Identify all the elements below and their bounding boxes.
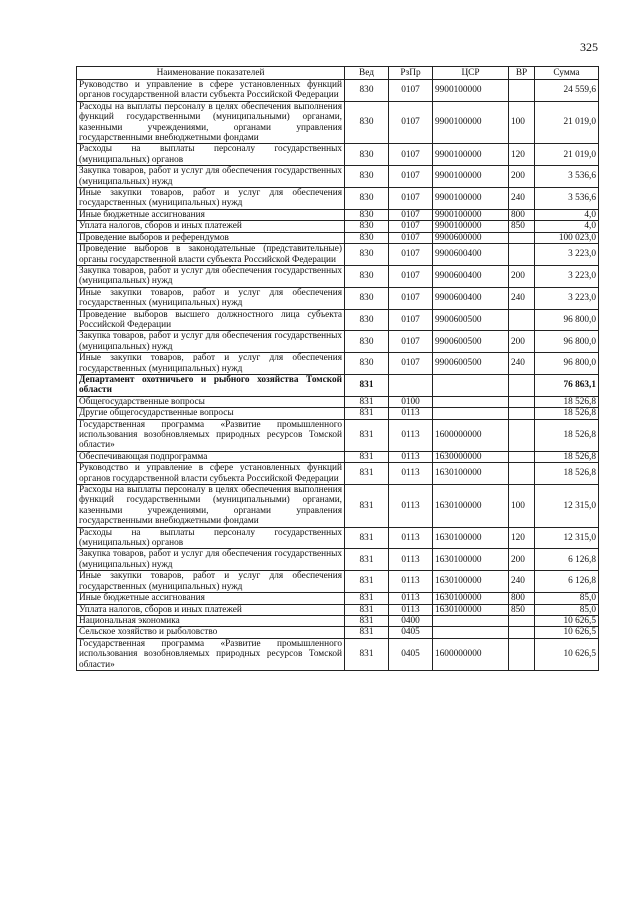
cell-ved: 830 (345, 331, 389, 353)
cell-rzpr: 0113 (389, 527, 433, 549)
cell-name: Уплата налогов, сборов и иных платежей (77, 604, 345, 615)
cell-name: Расходы на выплаты персоналу государственных (муниципальных) органов (77, 144, 345, 166)
header-rzpr: РзПр (389, 67, 433, 80)
cell-name: Расходы на выплаты персоналу в целях обеспечения выполнения функций государственными (муниципальными) органами, казенными учреждениями, органами управления государственными внебюджетными фондами (77, 101, 345, 144)
cell-rzpr: 0107 (389, 166, 433, 188)
cell-sum: 6 126,8 (535, 549, 599, 571)
cell-csr: 9900100000 (433, 188, 509, 210)
cell-rzpr: 0113 (389, 549, 433, 571)
cell-rzpr: 0107 (389, 144, 433, 166)
cell-ved: 831 (345, 615, 389, 626)
cell-ved: 830 (345, 265, 389, 287)
cell-csr: 1600000000 (433, 419, 509, 451)
cell-sum: 10 626,5 (535, 615, 599, 626)
cell-name: Департамент охотничьего и рыбного хозяйства Томской области (77, 374, 345, 396)
cell-vr: 200 (509, 331, 535, 353)
cell-sum: 10 626,5 (535, 638, 599, 670)
cell-rzpr: 0107 (389, 309, 433, 331)
cell-name: Иные закупки товаров, работ и услуг для обеспечения государственных (муниципальных) нужд (77, 353, 345, 375)
cell-sum: 85,0 (535, 593, 599, 604)
table-row (77, 221, 599, 232)
cell-sum: 3 223,0 (535, 287, 599, 309)
table-row (77, 485, 599, 528)
table-row (77, 166, 599, 188)
header-sum: Сумма (535, 67, 599, 80)
cell-rzpr: 0107 (389, 244, 433, 266)
cell-name: Закупка товаров, работ и услуг для обеспечения государственных (муниципальных) нужд (77, 166, 345, 188)
cell-rzpr: 0405 (389, 638, 433, 670)
cell-name: Обеспечивающая подпрограмма (77, 451, 345, 462)
cell-ved: 830 (345, 287, 389, 309)
cell-sum: 24 559,6 (535, 80, 599, 102)
cell-csr: 1630100000 (433, 527, 509, 549)
cell-name: Уплата налогов, сборов и иных платежей (77, 221, 345, 232)
cell-sum: 18 526,8 (535, 451, 599, 462)
budget-table (76, 66, 599, 671)
cell-vr: 100 (509, 101, 535, 144)
header-ved: Вед (345, 67, 389, 80)
cell-name: Проведение выборов в законодательные (представительные) органы государственной власти субъекта Российской Федерации (77, 244, 345, 266)
cell-vr (509, 232, 535, 243)
cell-rzpr: 0107 (389, 209, 433, 220)
table-row (77, 615, 599, 626)
table-row (77, 353, 599, 375)
cell-sum: 12 315,0 (535, 485, 599, 528)
cell-sum: 96 800,0 (535, 331, 599, 353)
table-row (77, 232, 599, 243)
table-row (77, 549, 599, 571)
cell-ved: 831 (345, 571, 389, 593)
cell-vr (509, 309, 535, 331)
cell-rzpr: 0107 (389, 287, 433, 309)
cell-ved: 831 (345, 527, 389, 549)
cell-ved: 830 (345, 244, 389, 266)
cell-vr: 850 (509, 221, 535, 232)
cell-name: Общегосударственные вопросы (77, 396, 345, 407)
cell-rzpr: 0107 (389, 331, 433, 353)
cell-rzpr: 0100 (389, 396, 433, 407)
cell-rzpr: 0107 (389, 188, 433, 210)
cell-vr: 850 (509, 604, 535, 615)
table-row (77, 244, 599, 266)
cell-csr (433, 408, 509, 419)
table-row (77, 451, 599, 462)
cell-vr: 120 (509, 144, 535, 166)
cell-rzpr: 0107 (389, 353, 433, 375)
cell-vr: 240 (509, 353, 535, 375)
cell-csr: 9900100000 (433, 80, 509, 102)
cell-rzpr: 0107 (389, 80, 433, 102)
table-row (77, 571, 599, 593)
cell-ved: 831 (345, 396, 389, 407)
cell-ved: 831 (345, 627, 389, 638)
cell-vr (509, 627, 535, 638)
cell-ved: 830 (345, 209, 389, 220)
cell-sum: 12 315,0 (535, 527, 599, 549)
cell-name: Расходы на выплаты персоналу государственных (муниципальных) органов (77, 527, 345, 549)
cell-csr (433, 627, 509, 638)
table-row (77, 287, 599, 309)
cell-csr: 1630100000 (433, 604, 509, 615)
cell-sum: 96 800,0 (535, 353, 599, 375)
cell-sum: 76 863,1 (535, 374, 599, 396)
header-vr: ВР (509, 67, 535, 80)
table-row (77, 188, 599, 210)
cell-vr (509, 80, 535, 102)
cell-ved: 831 (345, 463, 389, 485)
cell-name: Закупка товаров, работ и услуг для обеспечения государственных (муниципальных) нужд (77, 549, 345, 571)
page-number: 325 (580, 40, 598, 54)
cell-csr: 9900100000 (433, 221, 509, 232)
cell-ved: 831 (345, 593, 389, 604)
cell-ved: 831 (345, 451, 389, 462)
cell-name: Иные закупки товаров, работ и услуг для обеспечения государственных (муниципальных) нужд (77, 188, 345, 210)
header-name: Наименование показателей (77, 67, 345, 80)
cell-vr: 120 (509, 527, 535, 549)
cell-vr: 100 (509, 485, 535, 528)
cell-ved: 830 (345, 101, 389, 144)
cell-vr: 800 (509, 209, 535, 220)
cell-vr (509, 374, 535, 396)
table-row (77, 101, 599, 144)
cell-name: Иные бюджетные ассигнования (77, 209, 345, 220)
cell-vr: 200 (509, 549, 535, 571)
cell-rzpr: 0113 (389, 463, 433, 485)
cell-sum: 4,0 (535, 221, 599, 232)
cell-csr: 1630100000 (433, 593, 509, 604)
cell-sum: 85,0 (535, 604, 599, 615)
table-row (77, 593, 599, 604)
cell-rzpr (389, 374, 433, 396)
cell-sum: 96 800,0 (535, 309, 599, 331)
cell-vr (509, 396, 535, 407)
cell-name: Руководство и управление в сфере установленных функций органов государственной власти субъекта Российской Федерации (77, 80, 345, 102)
cell-rzpr: 0107 (389, 232, 433, 243)
cell-sum: 4,0 (535, 209, 599, 220)
cell-csr: 9900100000 (433, 144, 509, 166)
cell-csr: 9900600000 (433, 232, 509, 243)
cell-rzpr: 0107 (389, 221, 433, 232)
cell-csr: 9900600500 (433, 309, 509, 331)
cell-vr: 240 (509, 571, 535, 593)
cell-sum: 3 223,0 (535, 244, 599, 266)
cell-ved: 830 (345, 221, 389, 232)
cell-name: Иные закупки товаров, работ и услуг для обеспечения государственных (муниципальных) нужд (77, 571, 345, 593)
cell-csr (433, 374, 509, 396)
table-row (77, 638, 599, 670)
cell-sum: 3 536,6 (535, 166, 599, 188)
cell-sum: 3 223,0 (535, 265, 599, 287)
cell-sum: 6 126,8 (535, 571, 599, 593)
table-row (77, 627, 599, 638)
table-row (77, 463, 599, 485)
cell-rzpr: 0400 (389, 615, 433, 626)
cell-sum: 100 023,0 (535, 232, 599, 243)
cell-csr: 9900600500 (433, 331, 509, 353)
table-row (77, 331, 599, 353)
cell-csr: 9900600400 (433, 244, 509, 266)
cell-rzpr: 0113 (389, 571, 433, 593)
cell-vr (509, 244, 535, 266)
cell-vr: 240 (509, 188, 535, 210)
table-row (77, 396, 599, 407)
cell-sum: 21 019,0 (535, 144, 599, 166)
cell-name: Проведение выборов высшего должностного лица субъекта Российской Федерации (77, 309, 345, 331)
cell-name: Закупка товаров, работ и услуг для обеспечения государственных (муниципальных) нужд (77, 331, 345, 353)
table-header-row (77, 67, 599, 80)
cell-rzpr: 0113 (389, 419, 433, 451)
cell-csr: 9900100000 (433, 101, 509, 144)
cell-csr: 9900600500 (433, 353, 509, 375)
cell-csr: 1630100000 (433, 571, 509, 593)
table-row (77, 374, 599, 396)
cell-vr (509, 638, 535, 670)
table-row (77, 604, 599, 615)
cell-csr: 9900100000 (433, 209, 509, 220)
cell-name: Другие общегосударственные вопросы (77, 408, 345, 419)
cell-csr: 1600000000 (433, 638, 509, 670)
cell-name: Расходы на выплаты персоналу в целях обеспечения выполнения функций государственными (муниципальными) органами, казенными учреждениями, органами управления государственными внебюджетными фондами (77, 485, 345, 528)
cell-vr: 240 (509, 287, 535, 309)
cell-csr: 1630100000 (433, 485, 509, 528)
cell-name: Государственная программа «Развитие промышленного использования возобновляемых природных ресурсов Томской области» (77, 638, 345, 670)
table-body (77, 80, 599, 671)
cell-rzpr: 0113 (389, 408, 433, 419)
cell-csr: 1630000000 (433, 451, 509, 462)
cell-ved: 831 (345, 604, 389, 615)
cell-csr (433, 396, 509, 407)
cell-sum: 3 536,6 (535, 188, 599, 210)
cell-ved: 830 (345, 188, 389, 210)
table-row (77, 209, 599, 220)
cell-csr: 1630100000 (433, 549, 509, 571)
table-row (77, 527, 599, 549)
table-row (77, 408, 599, 419)
cell-csr: 9900100000 (433, 166, 509, 188)
cell-sum: 18 526,8 (535, 408, 599, 419)
cell-ved: 830 (345, 309, 389, 331)
cell-name: Национальная экономика (77, 615, 345, 626)
cell-name: Закупка товаров, работ и услуг для обеспечения государственных (муниципальных) нужд (77, 265, 345, 287)
cell-ved: 830 (345, 80, 389, 102)
cell-ved: 830 (345, 232, 389, 243)
header-csr: ЦСР (433, 67, 509, 80)
cell-ved: 831 (345, 549, 389, 571)
cell-name: Проведение выборов и референдумов (77, 232, 345, 243)
cell-name: Государственная программа «Развитие промышленного использования возобновляемых природных ресурсов Томской области» (77, 419, 345, 451)
cell-csr: 9900600400 (433, 265, 509, 287)
cell-name: Сельское хозяйство и рыболовство (77, 627, 345, 638)
cell-ved: 831 (345, 374, 389, 396)
cell-rzpr: 0107 (389, 101, 433, 144)
cell-vr: 800 (509, 593, 535, 604)
cell-rzpr: 0405 (389, 627, 433, 638)
cell-vr (509, 408, 535, 419)
cell-sum: 18 526,8 (535, 419, 599, 451)
cell-rzpr: 0113 (389, 593, 433, 604)
cell-rzpr: 0113 (389, 451, 433, 462)
cell-csr: 9900600400 (433, 287, 509, 309)
cell-ved: 830 (345, 144, 389, 166)
cell-csr (433, 615, 509, 626)
cell-ved: 831 (345, 638, 389, 670)
cell-rzpr: 0107 (389, 265, 433, 287)
cell-rzpr: 0113 (389, 485, 433, 528)
table-row (77, 144, 599, 166)
table-row (77, 80, 599, 102)
cell-ved: 831 (345, 419, 389, 451)
table-row (77, 265, 599, 287)
cell-name: Руководство и управление в сфере установленных функций органов государственной власти субъекта Российской Федерации (77, 463, 345, 485)
cell-ved: 831 (345, 485, 389, 528)
table-row (77, 419, 599, 451)
cell-vr (509, 419, 535, 451)
cell-sum: 18 526,8 (535, 463, 599, 485)
cell-sum: 10 626,5 (535, 627, 599, 638)
cell-csr: 1630100000 (433, 463, 509, 485)
cell-sum: 18 526,8 (535, 396, 599, 407)
cell-vr (509, 451, 535, 462)
cell-vr (509, 615, 535, 626)
table-row (77, 309, 599, 331)
cell-vr: 200 (509, 166, 535, 188)
cell-rzpr: 0113 (389, 604, 433, 615)
cell-sum: 21 019,0 (535, 101, 599, 144)
cell-vr (509, 463, 535, 485)
cell-ved: 830 (345, 353, 389, 375)
cell-name: Иные закупки товаров, работ и услуг для обеспечения государственных (муниципальных) нужд (77, 287, 345, 309)
cell-ved: 831 (345, 408, 389, 419)
cell-name: Иные бюджетные ассигнования (77, 593, 345, 604)
cell-ved: 830 (345, 166, 389, 188)
cell-vr: 200 (509, 265, 535, 287)
